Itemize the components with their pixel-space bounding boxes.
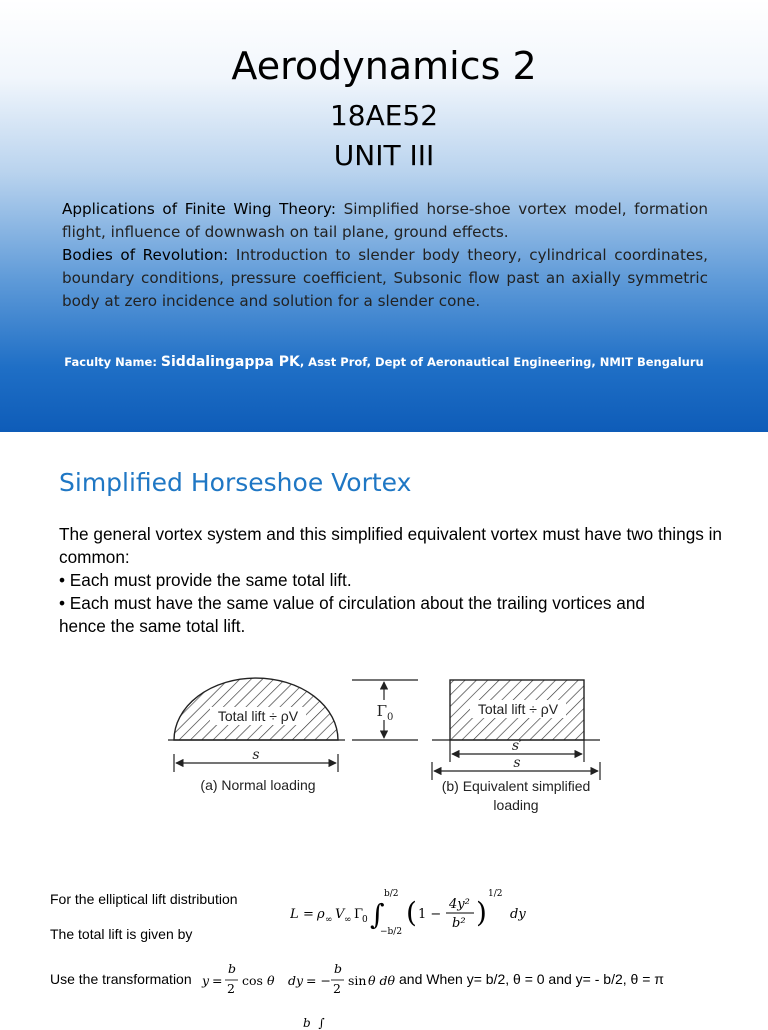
svg-text:∫: ∫ — [370, 898, 385, 931]
unit-title: UNIT III — [333, 139, 435, 172]
topic-text: Simplified horse-shoe vortex model, formation flight, influence of downwash on tail plane, ground effects. — [62, 200, 708, 241]
svg-text:): ) — [476, 896, 487, 929]
topic-label: Bodies of Revolution: — [62, 246, 229, 264]
span-label-a: s — [252, 747, 260, 763]
next-equation-fragment: b ∫ — [303, 1016, 325, 1030]
topic-label: Applications of Finite Wing Theory: — [62, 200, 336, 218]
topic-text: Introduction to slender body theory, cylindrical coordinates, boundary conditions, pressure coefficient, Subsonic flow past an axially symmetric body at zero incidence and solution for a slender cone. — [62, 246, 708, 310]
intro-paragraph: The general vortex system and this simplified equivalent vortex must have two things in common: — [59, 524, 722, 567]
svg-text:cos: cos — [242, 973, 263, 988]
content-slide — [0, 432, 768, 1030]
faculty-details: , Asst Prof, Dept of Aeronautical Engineering, NMIT Bengaluru — [299, 355, 704, 369]
svg-text:(: ( — [406, 896, 417, 929]
svg-text:θ: θ — [267, 973, 275, 988]
svg-text:θ dθ: θ dθ — [368, 973, 396, 988]
topic-finite-wing — [62, 198, 708, 244]
limits-text: and When y= b/2, θ = 0 and y= - b/2, θ = π — [399, 971, 664, 987]
svg-text:4y²: 4y² — [449, 897, 470, 912]
svg-text:y: y — [202, 973, 210, 988]
svg-text:V: V — [335, 907, 345, 922]
svg-text:b: b — [228, 961, 237, 976]
svg-text:ρ: ρ — [317, 907, 325, 922]
transformation-text: Use the transformation — [50, 971, 192, 987]
svg-text:b/2: b/2 — [384, 889, 399, 899]
slide-title: Simplified Horseshoe Vortex — [59, 468, 412, 497]
transformation-equation — [200, 960, 398, 1000]
svg-text:dy: dy — [510, 907, 526, 922]
lift-label-b: Total lift ÷ ρV — [477, 701, 559, 717]
svg-text:= −: = − — [306, 973, 331, 988]
svg-text:∞: ∞ — [325, 915, 333, 925]
svg-text:b²: b² — [452, 916, 466, 931]
lift-label-a: Total lift ÷ ρV — [217, 708, 299, 724]
svg-text:2: 2 — [333, 981, 341, 996]
elliptical-distribution-text: For the elliptical lift distribution — [50, 891, 238, 907]
total-lift-text: The total lift is given by — [50, 926, 193, 942]
title-slide — [0, 0, 768, 432]
faculty-line — [0, 354, 768, 370]
faculty-prefix: Faculty Name: — [64, 355, 161, 369]
svg-text:b: b — [334, 961, 343, 976]
svg-text:−b/2: −b/2 — [380, 927, 403, 937]
lift-integral-equation — [290, 880, 540, 942]
caption-simplified-loading: (b) Equivalent simplified loading — [441, 778, 591, 813]
topic-bodies-of-revolution — [62, 244, 708, 313]
svg-text:2: 2 — [227, 981, 235, 996]
bullet-tail: hence the same total lift. — [59, 616, 246, 636]
svg-text:dy: dy — [288, 973, 304, 988]
svg-text:Γ: Γ — [354, 907, 364, 922]
slide-body — [59, 523, 729, 638]
caption-normal-loading: (a) Normal loading — [200, 777, 316, 793]
svg-text:∞: ∞ — [344, 915, 352, 925]
svg-text:1/2: 1/2 — [488, 889, 503, 899]
gamma-label: $\Gamma_0$ — [376, 702, 394, 723]
course-title: Aerodynamics 2 — [231, 44, 537, 88]
svg-text:0: 0 — [362, 915, 368, 925]
bullet-item: • Each must provide the same total lift. — [59, 570, 352, 590]
bullet-item: • Each must have the same value of circulation about the trailing vortices and — [59, 593, 645, 613]
svg-text:=: = — [212, 973, 223, 988]
svg-text:1 −: 1 − — [418, 907, 442, 922]
span-prime-label: s′ — [511, 738, 523, 754]
svg-text:=: = — [303, 907, 314, 922]
span-label-b: s — [513, 755, 521, 771]
faculty-name: Siddalingappa PK — [160, 354, 300, 370]
svg-text:sin: sin — [348, 973, 367, 988]
course-code: 18AE52 — [329, 99, 439, 132]
svg-text:L: L — [290, 907, 299, 922]
syllabus-description — [62, 198, 708, 313]
